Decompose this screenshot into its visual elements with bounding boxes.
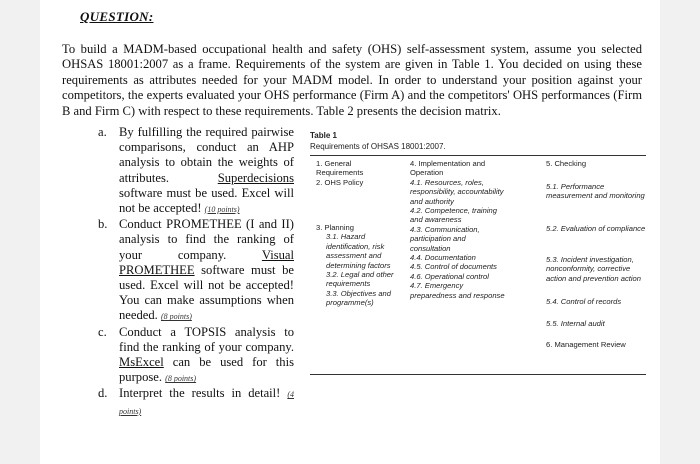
- question-letter: a.: [98, 125, 107, 139]
- question-text: By fulfilling the required pairwise comparisons, conduct an AHP analysis to obtain the weights of attributes.: [119, 125, 294, 185]
- question-text: can be used for this purpose.: [119, 355, 294, 385]
- points-label: (8 points): [160, 312, 192, 322]
- table-cell: 4.1. Resources, roles, responsibility, accountability and authority: [410, 177, 504, 206]
- table-cell: 4.6. Operational control: [410, 271, 489, 281]
- table-col-implementation: [410, 159, 508, 300]
- table-cell: 3. Planning: [316, 223, 354, 232]
- table-cell: 6. Management Review: [546, 340, 626, 349]
- question-text: software must be used. Excel will not be accepted!: [119, 185, 294, 216]
- question-text: Conduct a TOPSIS analysis to find the ranking of your company.: [119, 324, 294, 354]
- table-cell: 1. General Requirements: [316, 159, 364, 178]
- table-top-rule: [310, 155, 646, 156]
- question-text: Conduct PROMETHEE (I and II) analysis to find the ranking of your company.: [119, 217, 294, 262]
- table-cell: 3.1. Hazard identification, risk assessment and determining factors: [326, 232, 391, 270]
- question-text: Interpret the results in detail!: [119, 386, 288, 401]
- points-label: (8 points): [165, 374, 197, 384]
- table-cell: 4.4. Documentation: [410, 253, 476, 263]
- points-label: (4 points): [119, 390, 294, 416]
- question-heading: QUESTION:: [80, 9, 154, 24]
- question-b: [98, 217, 294, 324]
- table-cell: 5.2. Evaluation of compliance: [546, 224, 646, 233]
- table-cell: 5. Checking: [546, 159, 587, 168]
- table-title: Table 1: [310, 131, 337, 140]
- question-letter: b.: [98, 217, 108, 232]
- question-letter: c.: [98, 324, 107, 339]
- question-d: [98, 386, 294, 418]
- table-col-general: [316, 159, 400, 187]
- question-c: [98, 325, 294, 387]
- question-a: [98, 125, 294, 217]
- table-cell: 2. OHS Policy: [316, 177, 364, 187]
- document-page: [40, 0, 660, 464]
- requirements-table: [310, 130, 646, 349]
- table-cell: 5.5. Internal audit: [546, 319, 605, 328]
- question-list: [98, 125, 294, 419]
- table-bottom-rule: [310, 374, 646, 375]
- table-cell: 3.3. Objectives and programme(s): [326, 288, 392, 308]
- table-cell: 4. Implementation and Operation: [410, 159, 486, 178]
- table-cell: 4.7. Emergency preparedness and response: [410, 281, 505, 300]
- table-cell: 5.4. Control of records: [546, 297, 622, 306]
- question-letter: d.: [98, 386, 108, 401]
- intro-paragraph: To build a MADM-based occupational health and safety (OHS) self-assessment system, assume you selected OHSAS 18001:2007 as a frame. Requirements of the system are given in Table 1. You decided on using these requirements as attributes needed for your MADM model. In order to understand your position against your competitors, the experts evaluated your OHS performance (Firm A) and the competitors' OHS performances (Firm B and Firm C) with respect to these requirements. Table 2 presents the decision matrix.: [62, 42, 642, 118]
- table-cell: 3.2. Legal and other requirements: [326, 270, 394, 289]
- visual-promethee-link[interactable]: Visual PROMETHEE: [119, 247, 294, 277]
- question-text: software must be used. Excel will not be accepted! You can make assumptions when needed.: [119, 262, 294, 323]
- table-cell: 4.2. Competence, training and awareness: [410, 206, 497, 225]
- table-caption: Requirements of OHSAS 18001:2007.: [310, 142, 446, 151]
- table-cell: 5.1. Performance measurement and monitoring: [546, 182, 645, 201]
- table-col-planning: [316, 223, 404, 308]
- superdecisions-link[interactable]: Superdecisions: [217, 170, 294, 185]
- points-label: (10 points): [204, 205, 240, 215]
- msexcel-link[interactable]: MsExcel: [119, 355, 164, 370]
- table-cell: 4.3. Communication, participation and consultation: [410, 224, 480, 253]
- table-cell: 4.5. Control of documents: [410, 262, 497, 272]
- table-cell: 5.3. Incident investigation, nonconformity, corrective action and prevention action: [546, 255, 641, 283]
